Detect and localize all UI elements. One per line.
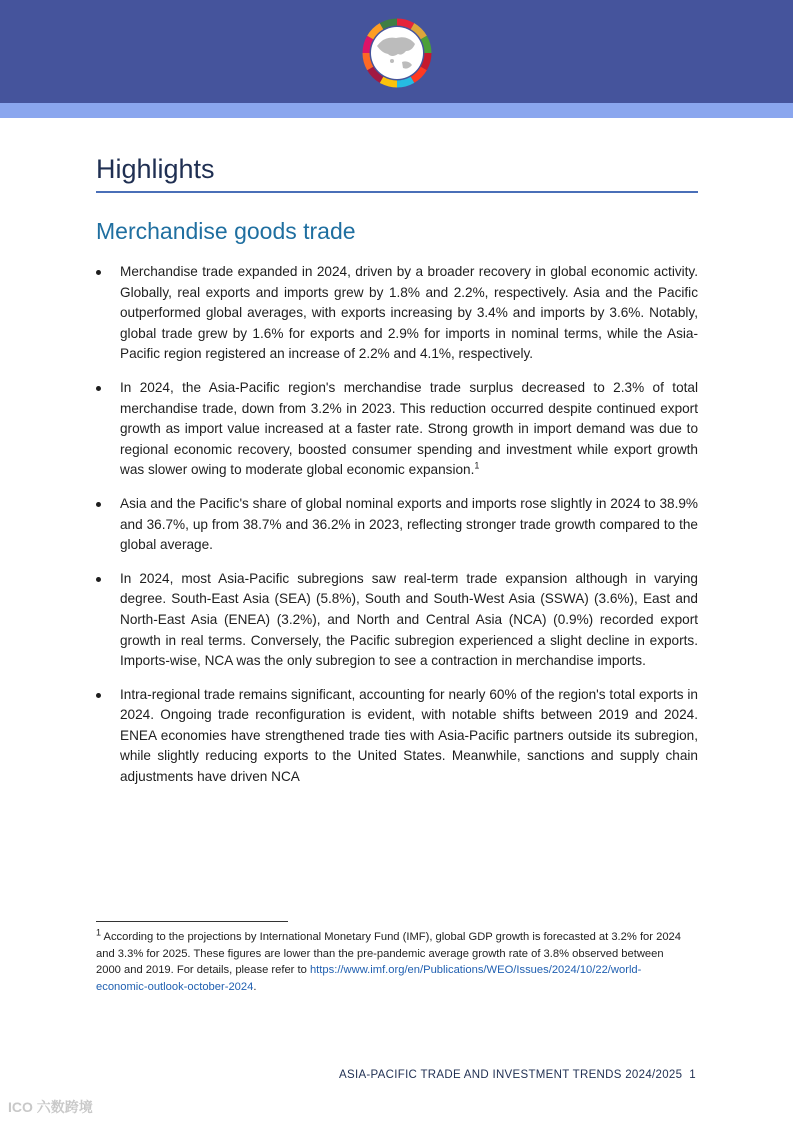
list-item: In 2024, most Asia-Pacific subregions saw real-term trade expansion although in varying degree. South-East Asia (SEA) (5.8%), South and South-West Asia (SSWA) (3.6%), East and North-East Asia (ENEA) (3.2%), and North and Central Asia (NCA) (0.9%) recorded export growth in real terms. Conversely, the Pacific subregion experienced a slight decline in exports. Imports-wise, NCA was the only subregion to see a contraction in merchandise imports.: [96, 569, 698, 672]
watermark: ICO 六数跨境: [8, 1099, 93, 1115]
title-divider: [96, 191, 698, 193]
footnote: $^1$ According to the projections by International Monetary Fund (IMF), global GDP growth is forecasted at 3.2% for 2024 and 3.3% for 2025. These figures are lower than the pre-pandemic average growth rate of 3.8% observed between 2000 and 2019. For details, please refer to https://www.imf.org/en/Publications/WEO/Issues/2024/10/22/world-economic-outlook-october-2024.: [96, 927, 681, 993]
footnote-reference[interactable]: 1: [474, 460, 480, 471]
page-footer: [339, 1069, 696, 1081]
footnote-marker: 1: [96, 927, 102, 938]
footnote-link[interactable]: https://www.imf.org/en/Publications/WEO/Issues/2024/10/22/world-economic-outlook-october-2024: [96, 964, 642, 993]
list-item: Asia and the Pacific's share of global nominal exports and imports rose slightly in 2024 to 38.9% and 36.7%, up from 38.7% and 36.2% in 2023, reflecting stronger trade growth compared to the global average.: [96, 494, 698, 556]
bullet-dot-icon: [96, 693, 101, 698]
section-title: Merchandise goods trade: [96, 218, 356, 244]
bullet-dot-icon: [96, 386, 101, 391]
running-title: ASIA-PACIFIC TRADE AND INVESTMENT TRENDS 2024/2025: [339, 1069, 683, 1081]
footnote-divider: [96, 921, 288, 922]
page-number: 1: [689, 1069, 696, 1081]
highlights-list: [96, 262, 698, 801]
bullet-dot-icon: [96, 270, 101, 275]
bullet-dot-icon: [96, 502, 101, 507]
list-item: Intra-regional trade remains significant, accounting for nearly 60% of the region's total exports in 2024. Ongoing trade reconfiguration is evident, with notable shifts between 2019 and 2024. ENEA economies have strengthened trade ties with Asia-Pacific partners outside its subregion, while slightly reducing exports to the United States. Meanwhile, sanctions and supply chain adjustments have driven NCA: [96, 685, 698, 788]
page-title: Highlights: [96, 154, 215, 184]
header-band: [0, 103, 793, 118]
sdg-wheel-asia-pacific-map-icon: [362, 18, 432, 88]
bullet-dot-icon: [96, 577, 101, 582]
list-item: In 2024, the Asia-Pacific region's merchandise trade surplus decreased to 2.3% of total merchandise trade, down from 3.2% in 2023. This reduction occurred despite continued export growth as import value increased at a faster rate. Strong growth in import demand was due to regional economic recovery, boosted consumer spending and investment while export growth was slower owing to moderate global economic expansion.$^1$: [96, 378, 698, 481]
list-item: Merchandise trade expanded in 2024, driven by a broader recovery in global economic activity. Globally, real exports and imports grew by 1.8% and 2.2%, respectively. Asia and the Pacific outperformed global averages, with exports increasing by 3.4% and imports by 3.6%. Notably, global trade grew by 1.6% for exports and 2.9% for imports in nominal terms, while the Asia-Pacific region registered an increase of 2.2% and 4.1%, respectively.: [96, 262, 698, 365]
